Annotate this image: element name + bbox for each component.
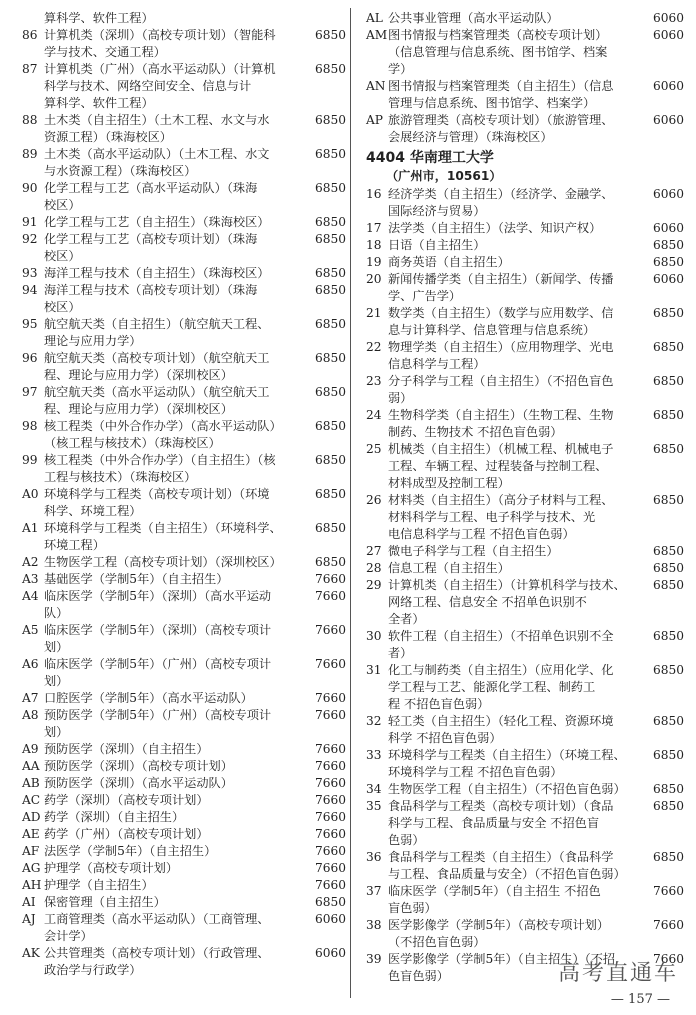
entry-score: 7660 bbox=[652, 884, 684, 898]
entry-text: 环境科学与工程 不招色盲色弱） bbox=[388, 765, 563, 779]
entry-text: 数学类（自主招生）（数学与应用数学、信 bbox=[388, 306, 614, 320]
entry-code: 33 bbox=[366, 748, 382, 762]
entry-code: 22 bbox=[366, 340, 382, 354]
entry-text: 预防医学（深圳）（高校专项计划） bbox=[44, 759, 233, 773]
entry-score: 6850 bbox=[652, 561, 684, 575]
entry-code: 93 bbox=[22, 266, 38, 280]
entry-text: 护理学（高校专项计划） bbox=[44, 861, 179, 875]
entry-score: 6850 bbox=[314, 385, 346, 399]
entry-text: 生物医学工程（自主招生）（不招色盲色弱） bbox=[388, 782, 626, 796]
entry-score: 7660 bbox=[314, 844, 346, 858]
entry-score: 7660 bbox=[314, 810, 346, 824]
entry-text: 化学工程与工艺（高校专项计划）（珠海 bbox=[44, 232, 258, 246]
entry-code: A9 bbox=[22, 742, 39, 756]
entry-text: 预防医学（深圳）（自主招生） bbox=[44, 742, 209, 756]
entry-score: 7660 bbox=[314, 708, 346, 722]
entry-text: （不招色盲色弱） bbox=[388, 935, 486, 949]
entry-score: 7660 bbox=[314, 759, 346, 773]
entry-score: 7660 bbox=[314, 742, 346, 756]
entry-text: 机械类（自主招生）（机械工程、机械电子 bbox=[388, 442, 614, 456]
entry-text: 校区） bbox=[44, 198, 81, 212]
entry-code: AP bbox=[366, 113, 384, 127]
entry-score: 6850 bbox=[314, 521, 346, 535]
entry-text: 算科学、软件工程） bbox=[44, 11, 154, 25]
entry-text: 校区） bbox=[44, 300, 81, 314]
entry-text: 学） bbox=[388, 62, 413, 76]
entry-code: AD bbox=[22, 810, 41, 824]
entry-text: 会展经济与管理）（珠海校区） bbox=[388, 130, 553, 144]
column-divider bbox=[350, 8, 351, 998]
entry-code: 88 bbox=[22, 113, 38, 127]
university-heading: 4404 华南理工大学 bbox=[366, 150, 494, 166]
entry-text: 程、理论与应用力学）（深圳校区） bbox=[44, 368, 233, 382]
entry-text: 划） bbox=[44, 674, 69, 688]
entry-text: 土木类（自主招生）（土木工程、水文与水 bbox=[44, 113, 270, 127]
entry-score: 6850 bbox=[652, 782, 684, 796]
entry-score: 7660 bbox=[314, 623, 346, 637]
entry-text: 商务英语（自主招生） bbox=[388, 255, 510, 269]
entry-text: 环境科学与工程类（高校专项计划）（环境 bbox=[44, 487, 270, 501]
entry-score: 7660 bbox=[314, 793, 346, 807]
entry-code: AE bbox=[22, 827, 40, 841]
entry-score: 6850 bbox=[652, 255, 684, 269]
entry-text: 与水资源工程）（珠海校区） bbox=[44, 164, 197, 178]
entry-text: 学与技术、交通工程） bbox=[44, 45, 166, 59]
entry-text: 学工程与工艺、能源化学工程、制药工 bbox=[388, 680, 596, 694]
entry-score: 6850 bbox=[652, 663, 684, 677]
entry-score: 7660 bbox=[314, 657, 346, 671]
entry-text: 药学（深圳）（高校专项计划） bbox=[44, 793, 209, 807]
entry-code: 90 bbox=[22, 181, 38, 195]
entry-text: 航空航天类（高水平运动队）（航空航天工 bbox=[44, 385, 270, 399]
entry-text: 环境科学与工程类（自主招生）（环境工程、 bbox=[388, 748, 626, 762]
entry-code: AG bbox=[22, 861, 41, 875]
entry-text: 保密管理（自主招生） bbox=[44, 895, 166, 909]
entry-code: 28 bbox=[366, 561, 382, 575]
entry-text: 航空航天类（自主招生）（航空航天工程、 bbox=[44, 317, 270, 331]
university-location: （广州市，10561） bbox=[386, 169, 502, 183]
entry-code: 30 bbox=[366, 629, 382, 643]
entry-text: 弱） bbox=[388, 391, 413, 405]
entry-text: 旅游管理类（高校专项计划）（旅游管理、 bbox=[388, 113, 614, 127]
entry-code: A8 bbox=[22, 708, 39, 722]
entry-code: A1 bbox=[22, 521, 39, 535]
watermark: 高考直通车 bbox=[557, 961, 678, 986]
entry-score: 7660 bbox=[652, 952, 684, 966]
entry-score: 6850 bbox=[652, 629, 684, 643]
entry-score: 6850 bbox=[314, 181, 346, 195]
entry-score: 6850 bbox=[314, 232, 346, 246]
entry-code: 26 bbox=[366, 493, 382, 507]
entry-score: 6850 bbox=[652, 493, 684, 507]
entry-text: 公共事业管理（高水平运动队） bbox=[388, 11, 559, 25]
entry-code: 21 bbox=[366, 306, 382, 320]
entry-code: 18 bbox=[366, 238, 382, 252]
entry-text: 护理学（自主招生） bbox=[44, 878, 154, 892]
entry-text: 者） bbox=[388, 646, 413, 660]
entry-code: A3 bbox=[22, 572, 39, 586]
entry-text: 色盲色弱） bbox=[388, 969, 449, 983]
entry-text: （核工程与核技术）（珠海校区） bbox=[44, 436, 221, 450]
entry-text: 划） bbox=[44, 640, 69, 654]
entry-code: 29 bbox=[366, 578, 382, 592]
entry-text: 工程、车辆工程、过程装备与控制工程、 bbox=[388, 459, 608, 473]
entry-score: 7660 bbox=[314, 878, 346, 892]
entry-score: 6060 bbox=[652, 221, 684, 235]
entry-code: A7 bbox=[22, 691, 39, 705]
entry-text: 新闻传播学类（自主招生）（新闻学、传播 bbox=[388, 272, 614, 286]
entry-score: 6850 bbox=[652, 850, 684, 864]
entry-score: 7660 bbox=[314, 827, 346, 841]
entry-code: A5 bbox=[22, 623, 39, 637]
entry-text: 核工程类（中外合作办学）（高水平运动队） bbox=[44, 419, 282, 433]
entry-score: 6850 bbox=[652, 306, 684, 320]
entry-code: 19 bbox=[366, 255, 382, 269]
entry-code: AF bbox=[22, 844, 40, 858]
entry-text: 轻工类（自主招生）（轻化工程、资源环境 bbox=[388, 714, 614, 728]
entry-text: 化工与制药类（自主招生）（应用化学、化 bbox=[388, 663, 614, 677]
entry-score: 7660 bbox=[314, 691, 346, 705]
entry-score: 6850 bbox=[652, 408, 684, 422]
entry-text: 工商管理类（高水平运动队）（工商管理、 bbox=[44, 912, 270, 926]
entry-code: 25 bbox=[366, 442, 382, 456]
entry-text: 土木类（高水平运动队）（土木工程、水文 bbox=[44, 147, 270, 161]
entry-text: 科学与工程、食品质量与安全 不招色盲 bbox=[388, 816, 600, 830]
entry-text: 生物科学类（自主招生）（生物工程、生物 bbox=[388, 408, 614, 422]
entry-score: 6850 bbox=[314, 215, 346, 229]
entry-code: AN bbox=[366, 79, 386, 93]
entry-code: 32 bbox=[366, 714, 382, 728]
entry-score: 6850 bbox=[314, 283, 346, 297]
entry-code: 38 bbox=[366, 918, 382, 932]
entry-score: 6060 bbox=[652, 28, 684, 42]
entry-text: 计算机类（广州）（高水平运动队）（计算机 bbox=[44, 62, 276, 76]
entry-code: 91 bbox=[22, 215, 38, 229]
entry-text: 校区） bbox=[44, 249, 81, 263]
entry-text: 管理与信息系统、图书馆学、档案学） bbox=[388, 96, 596, 110]
entry-text: 科学与技术、网络空间安全、信息与计 bbox=[44, 79, 252, 93]
entry-text: 分子科学与工程（自主招生）（不招色盲色 bbox=[388, 374, 614, 388]
entry-text: 盲色弱） bbox=[388, 901, 437, 915]
entry-text: 色弱） bbox=[388, 833, 425, 847]
entry-code: 37 bbox=[366, 884, 382, 898]
entry-score: 6850 bbox=[652, 799, 684, 813]
entry-code: 89 bbox=[22, 147, 38, 161]
entry-code: A0 bbox=[22, 487, 39, 501]
entry-text: 环境科学与工程类（自主招生）（环境科学、 bbox=[44, 521, 282, 535]
entry-text: 海洋工程与技术（高校专项计划）（珠海 bbox=[44, 283, 258, 297]
entry-code: AB bbox=[22, 776, 40, 790]
entry-code: 17 bbox=[366, 221, 382, 235]
entry-score: 6850 bbox=[314, 113, 346, 127]
entry-score: 6850 bbox=[314, 266, 346, 280]
entry-text: 临床医学（学制5年）（深圳）（高水平运动 bbox=[44, 589, 272, 603]
entry-text: 信息工程（自主招生） bbox=[388, 561, 510, 575]
entry-score: 6060 bbox=[652, 79, 684, 93]
entry-text: 临床医学（学制5年）（深圳）（高校专项计 bbox=[44, 623, 272, 637]
entry-score: 6850 bbox=[652, 714, 684, 728]
entry-code: A6 bbox=[22, 657, 39, 671]
entry-text: 医学影像学（学制5年）（高校专项计划） bbox=[388, 918, 610, 932]
entry-text: 国际经济与贸易） bbox=[388, 204, 486, 218]
entry-code: 99 bbox=[22, 453, 38, 467]
entry-text: 与工程、食品质量与安全）（不招色盲色弱） bbox=[388, 867, 626, 881]
entry-score: 6850 bbox=[314, 487, 346, 501]
entry-code: 94 bbox=[22, 283, 38, 297]
entry-text: 学、广告学） bbox=[388, 289, 462, 303]
entry-text: 材料科学与工程、电子科学与技术、光 bbox=[388, 510, 596, 524]
entry-score: 6850 bbox=[314, 895, 346, 909]
entry-text: 微电子科学与工程（自主招生） bbox=[388, 544, 559, 558]
entry-score: 7660 bbox=[652, 918, 684, 932]
entry-text: 物理学类（自主招生）（应用物理学、光电 bbox=[388, 340, 614, 354]
entry-text: 科学、环境工程） bbox=[44, 504, 142, 518]
entry-score: 6850 bbox=[314, 419, 346, 433]
entry-text: 经济学类（自主招生）（经济学、金融学、 bbox=[388, 187, 614, 201]
entry-score: 7660 bbox=[314, 776, 346, 790]
entry-code: AM bbox=[366, 28, 388, 42]
entry-text: 划） bbox=[44, 725, 69, 739]
entry-code: 23 bbox=[366, 374, 382, 388]
entry-score: 6850 bbox=[314, 453, 346, 467]
entry-text: 图书情报与档案管理类（自主招生）（信息 bbox=[388, 79, 614, 93]
entry-score: 6060 bbox=[652, 113, 684, 127]
entry-score: 6850 bbox=[314, 28, 346, 42]
entry-code: 27 bbox=[366, 544, 382, 558]
entry-text: 材料类（自主招生）（高分子材料与工程、 bbox=[388, 493, 614, 507]
entry-text: 日语（自主招生） bbox=[388, 238, 486, 252]
entry-code: 36 bbox=[366, 850, 382, 864]
entry-code: AK bbox=[22, 946, 40, 960]
entry-score: 6060 bbox=[652, 187, 684, 201]
entry-score: 6850 bbox=[652, 374, 684, 388]
entry-code: 34 bbox=[366, 782, 382, 796]
entry-score: 6060 bbox=[314, 946, 346, 960]
entry-text: 工程与核技术）（珠海校区） bbox=[44, 470, 197, 484]
entry-score: 7660 bbox=[314, 572, 346, 586]
entry-score: 6060 bbox=[314, 912, 346, 926]
entry-code: AH bbox=[22, 878, 42, 892]
entry-text: 法学类（自主招生）（法学、知识产权） bbox=[388, 221, 602, 235]
entry-score: 6060 bbox=[652, 272, 684, 286]
entry-text: 药学（广州）（高校专项计划） bbox=[44, 827, 209, 841]
entry-text: 息与计算科学、信息管理与信息系统） bbox=[388, 323, 596, 337]
entry-code: 98 bbox=[22, 419, 38, 433]
entry-text: 全者） bbox=[388, 612, 425, 626]
entry-text: 法医学（学制5年）（自主招生） bbox=[44, 844, 217, 858]
entry-code: 39 bbox=[366, 952, 382, 966]
entry-score: 6850 bbox=[652, 238, 684, 252]
entry-text: 生物医学工程（高校专项计划）（深圳校区） bbox=[44, 555, 282, 569]
entry-text: 化学工程与工艺（自主招生）（珠海校区） bbox=[44, 215, 270, 229]
entry-text: 算科学、软件工程） bbox=[44, 96, 154, 110]
entry-text: 临床医学（学制5年）（广州）（高校专项计 bbox=[44, 657, 272, 671]
entry-text: 口腔医学（学制5年）（高水平运动队） bbox=[44, 691, 253, 705]
entry-text: 食品科学与工程类（高校专项计划）（食品 bbox=[388, 799, 614, 813]
entry-code: 24 bbox=[366, 408, 382, 422]
entry-text: 理论与应用力学） bbox=[44, 334, 142, 348]
entry-code: A4 bbox=[22, 589, 39, 603]
entry-text: 药学（深圳）（自主招生） bbox=[44, 810, 185, 824]
entry-code: 97 bbox=[22, 385, 38, 399]
entry-code: AA bbox=[22, 759, 40, 773]
entry-text: （信息管理与信息系统、图书馆学、档案 bbox=[388, 45, 608, 59]
entry-score: 6850 bbox=[314, 351, 346, 365]
entry-score: 6850 bbox=[652, 340, 684, 354]
entry-score: 6850 bbox=[314, 317, 346, 331]
entry-text: 图书情报与档案管理类（高校专项计划） bbox=[388, 28, 608, 42]
entry-text: 医学影像学（学制5年）（自主招生）（不招 bbox=[388, 952, 616, 966]
entry-score: 6060 bbox=[652, 11, 684, 25]
entry-score: 7660 bbox=[314, 861, 346, 875]
entry-text: 程、理论与应用力学）（深圳校区） bbox=[44, 402, 233, 416]
entry-code: 87 bbox=[22, 62, 38, 76]
entry-text: 制药、生物技术 不招色盲色弱） bbox=[388, 425, 563, 439]
entry-text: 预防医学（深圳）（高水平运动队） bbox=[44, 776, 233, 790]
entry-text: 食品科学与工程类（自主招生）（食品科学 bbox=[388, 850, 614, 864]
entry-text: 政治学与行政学） bbox=[44, 963, 142, 977]
entry-code: A2 bbox=[22, 555, 39, 569]
entry-score: 6850 bbox=[652, 442, 684, 456]
entry-code: 20 bbox=[366, 272, 382, 286]
entry-text: 计算机类（深圳）（高校专项计划）（智能科 bbox=[44, 28, 276, 42]
entry-score: 6850 bbox=[652, 748, 684, 762]
entry-code: AL bbox=[366, 11, 383, 25]
page-number: — 157 — bbox=[610, 992, 670, 1007]
entry-text: 临床医学（学制5年）（自主招生 不招色 bbox=[388, 884, 601, 898]
entry-score: 6850 bbox=[314, 147, 346, 161]
entry-code: 92 bbox=[22, 232, 38, 246]
entry-text: 核工程类（中外合作办学）（自主招生）（核 bbox=[44, 453, 276, 467]
entry-score: 6850 bbox=[652, 544, 684, 558]
entry-code: AI bbox=[22, 895, 36, 909]
entry-text: 环境工程） bbox=[44, 538, 105, 552]
entry-score: 6850 bbox=[314, 62, 346, 76]
entry-text: 公共管理类（高校专项计划）（行政管理、 bbox=[44, 946, 270, 960]
entry-code: 95 bbox=[22, 317, 38, 331]
entry-score: 7660 bbox=[314, 589, 346, 603]
entry-text: 海洋工程与技术（自主招生）（珠海校区） bbox=[44, 266, 270, 280]
entry-text: 预防医学（学制5年）（广州）（高校专项计 bbox=[44, 708, 272, 722]
entry-code: 16 bbox=[366, 187, 382, 201]
entry-text: 科学 不招色盲色弱） bbox=[388, 731, 502, 745]
entry-text: 信息科学与工程） bbox=[388, 357, 486, 371]
entry-text: 化学工程与工艺（高水平运动队）（珠海 bbox=[44, 181, 258, 195]
entry-text: 计算机类（自主招生）（计算机科学与技术、 bbox=[388, 578, 626, 592]
entry-code: AC bbox=[22, 793, 41, 807]
entry-code: 31 bbox=[366, 663, 382, 677]
entry-text: 电信息科学与工程 不招色盲色弱） bbox=[388, 527, 575, 541]
entry-text: 基础医学（学制5年）（自主招生） bbox=[44, 572, 229, 586]
entry-text: 航空航天类（高校专项计划）（航空航天工 bbox=[44, 351, 270, 365]
entry-text: 队） bbox=[44, 606, 69, 620]
entry-text: 材料成型及控制工程） bbox=[388, 476, 510, 490]
entry-code: 86 bbox=[22, 28, 38, 42]
entry-score: 6850 bbox=[314, 555, 346, 569]
entry-score: 6850 bbox=[652, 578, 684, 592]
entry-code: 35 bbox=[366, 799, 382, 813]
entry-code: 96 bbox=[22, 351, 38, 365]
entry-text: 网络工程、信息安全 不招单色识别不 bbox=[388, 595, 587, 609]
entry-text: 会计学） bbox=[44, 929, 93, 943]
entry-text: 软件工程（自主招生）（不招单色识别不全 bbox=[388, 629, 614, 643]
entry-code: AJ bbox=[22, 912, 36, 926]
entry-text: 程 不招色盲色弱） bbox=[388, 697, 490, 711]
entry-text: 资源工程）（珠海校区） bbox=[44, 130, 172, 144]
